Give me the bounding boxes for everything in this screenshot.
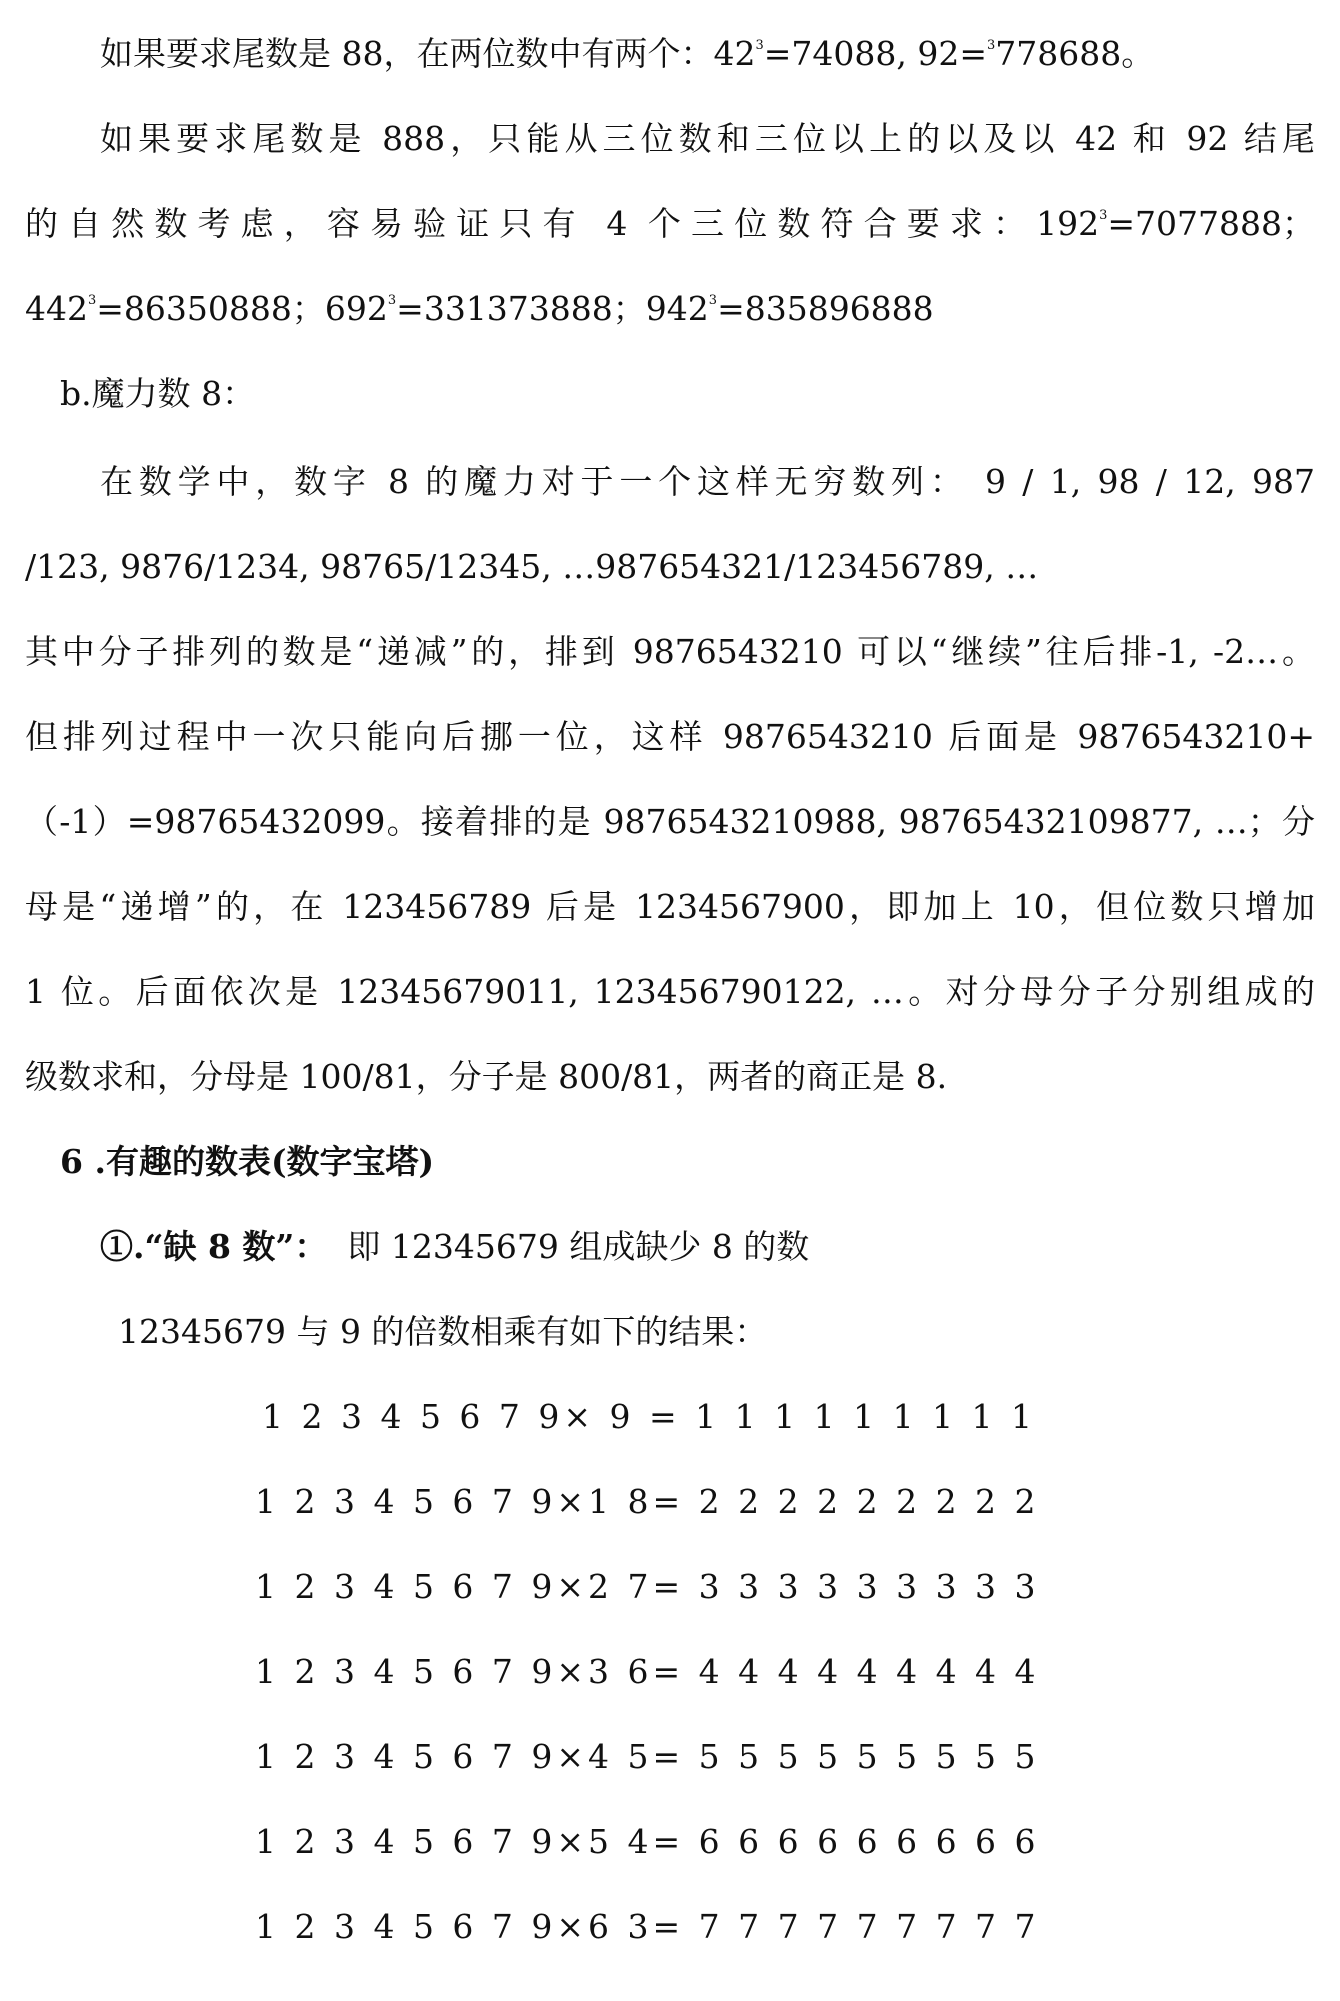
equation-row: 1 2 3 4 5 6 7 9×1 8= 2 2 2 2 2 2 2 2 2	[255, 1482, 1040, 1521]
p3-line7: 1 位。后面依次是 12345679011, 123456790122, …。对分母分子分别组成的	[25, 972, 1315, 1011]
equation-row: 1 2 3 4 5 6 7 9×3 6= 4 4 4 4 4 4 4 4 4	[255, 1652, 1040, 1691]
equation-row: 1 2 3 4 5 6 7 9×4 5= 5 5 5 5 5 5 5 5 5	[255, 1737, 1040, 1776]
p2-line2: 的自然数考虑，容易验证只有 4 个三位数符合要求：$192^3=7077888$；	[25, 204, 1315, 243]
equation-row: 1 2 3 4 5 6 7 9×5 4= 6 6 6 6 6 6 6 6 6	[255, 1822, 1040, 1861]
p2-line3: $442^3=86350888$；$692^3=331373888$；$942^3=835896888$	[25, 289, 934, 328]
equation-row: 1 2 3 4 5 6 7 9×2 7= 3 3 3 3 3 3 3 3 3	[255, 1567, 1040, 1606]
p3-line4: 但排列过程中一次只能向后挪一位，这样 9876543210 后面是 9876543210+	[25, 717, 1315, 756]
item1-heading	[100, 1225, 1340, 1269]
section-b-title: b.魔力数 8：	[60, 374, 256, 413]
p2-line1: 如果要求尾数是 888，只能从三位数和三位以上的以及以 42 和 92 结尾	[100, 119, 1315, 158]
p3-line8: 级数求和，分母是 100/81，分子是 800/81，两者的商正是 8.	[25, 1057, 948, 1096]
item1-intro: 12345679 与 9 的倍数相乘有如下的结果：	[118, 1312, 768, 1351]
p3-line3: 其中分子排列的数是“递减”的，排到 9876543210 可以“继续”往后排-1, -2…。	[25, 632, 1315, 671]
item1-desc: 即 12345679 组成缺少 8 的数	[347, 1227, 810, 1266]
p3-line2: /123, 9876/1234, 98765/12345, …987654321/123456789, …	[25, 547, 1039, 586]
p3-line1: 在数学中，数字 8 的魔力对于一个这样无穷数列： 9 / 1, 98 / 12, 987	[100, 462, 1315, 501]
p3-line5: （-1）=98765432099。接着排的是 9876543210988, 98765432109877, …；分	[25, 802, 1316, 841]
p3-line6: 母是“递增”的，在 123456789 后是 1234567900，即加上 10，但位数只增加	[25, 887, 1315, 926]
section6-title: 6 .有趣的数表(数字宝塔)	[60, 1142, 435, 1181]
p1-line1: 如果要求尾数是 88，在两位数中有两个：$42^3=74088$, 92=$^3$778688。	[100, 34, 1155, 73]
equation-row: 1 2 3 4 5 6 7 9× 9 = 1 1 1 1 1 1 1 1 1	[262, 1397, 1037, 1436]
item1-title: ①.“缺 8 数”：	[100, 1227, 328, 1266]
equation-row: 1 2 3 4 5 6 7 9×6 3= 7 7 7 7 7 7 7 7 7	[255, 1907, 1040, 1946]
